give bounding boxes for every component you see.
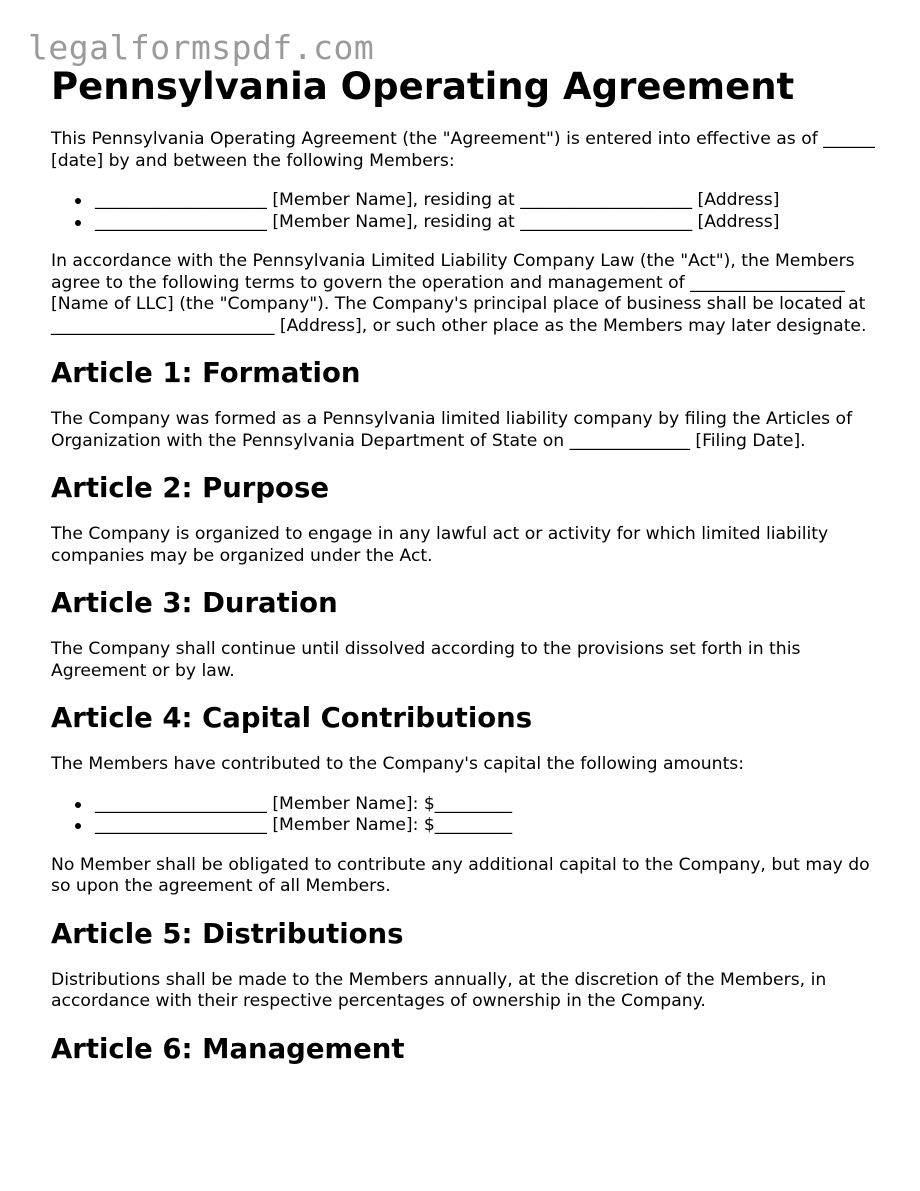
article-4-heading: Article 4: Capital Contributions [51, 702, 533, 734]
document-page [51, 62, 891, 1085]
article-2-heading: Article 2: Purpose [51, 472, 329, 504]
member-list-item: ____________________ [Member Name], residing at ____________________ [Address] [95, 212, 891, 234]
members-list [51, 190, 891, 233]
watermark-text: legalformspdf.com [28, 28, 375, 67]
intro-paragraph: This Pennsylvania Operating Agreement (the "Agreement") is entered into effective as of ______ [date] by and between the following Members: [51, 129, 875, 171]
article-1-text: The Company was formed as a Pennsylvania limited liability company by filing the Articles of Organization with the Pennsylvania Department of State on ______________ [Filing Date]. [51, 409, 853, 451]
article-2-text: The Company is organized to engage in any lawful act or activity for which limited liability companies may be organized under the Act. [51, 524, 829, 566]
article-6-heading: Article 6: Management [51, 1032, 405, 1065]
contribution-list-item: ____________________ [Member Name]: $_________ [95, 815, 891, 837]
contributions-list [51, 794, 891, 837]
document-title: Pennsylvania Operating Agreement [51, 65, 795, 108]
contribution-list-item: ____________________ [Member Name]: $_________ [95, 794, 891, 816]
article-4-text: The Members have contributed to the Company's capital the following amounts: [51, 754, 745, 774]
member-list-item: ____________________ [Member Name], residing at ____________________ [Address] [95, 190, 891, 212]
article-5-text: Distributions shall be made to the Members annually, at the discretion of the Members, in accordance with their respective percentages of ownership in the Company. [51, 969, 827, 1011]
article-1-heading: Article 1: Formation [51, 357, 361, 389]
article-4-additional-text: No Member shall be obligated to contribute any additional capital to the Company, but may do so upon the agreement of all Members. [51, 854, 870, 896]
accordance-paragraph: In accordance with the Pennsylvania Limited Liability Company Law (the "Act"), the Members agree to the following terms to govern the operation and management of __________________ [Name of LLC] (the "Company"). The Company's principal place of business shall be located at __________________________ [Address], or such other place as the Members may later designate. [51, 251, 867, 336]
article-5-heading: Article 5: Distributions [51, 917, 404, 950]
article-3-text: The Company shall continue until dissolved according to the provisions set forth in this Agreement or by law. [51, 639, 801, 681]
article-3-heading: Article 3: Duration [51, 587, 338, 619]
